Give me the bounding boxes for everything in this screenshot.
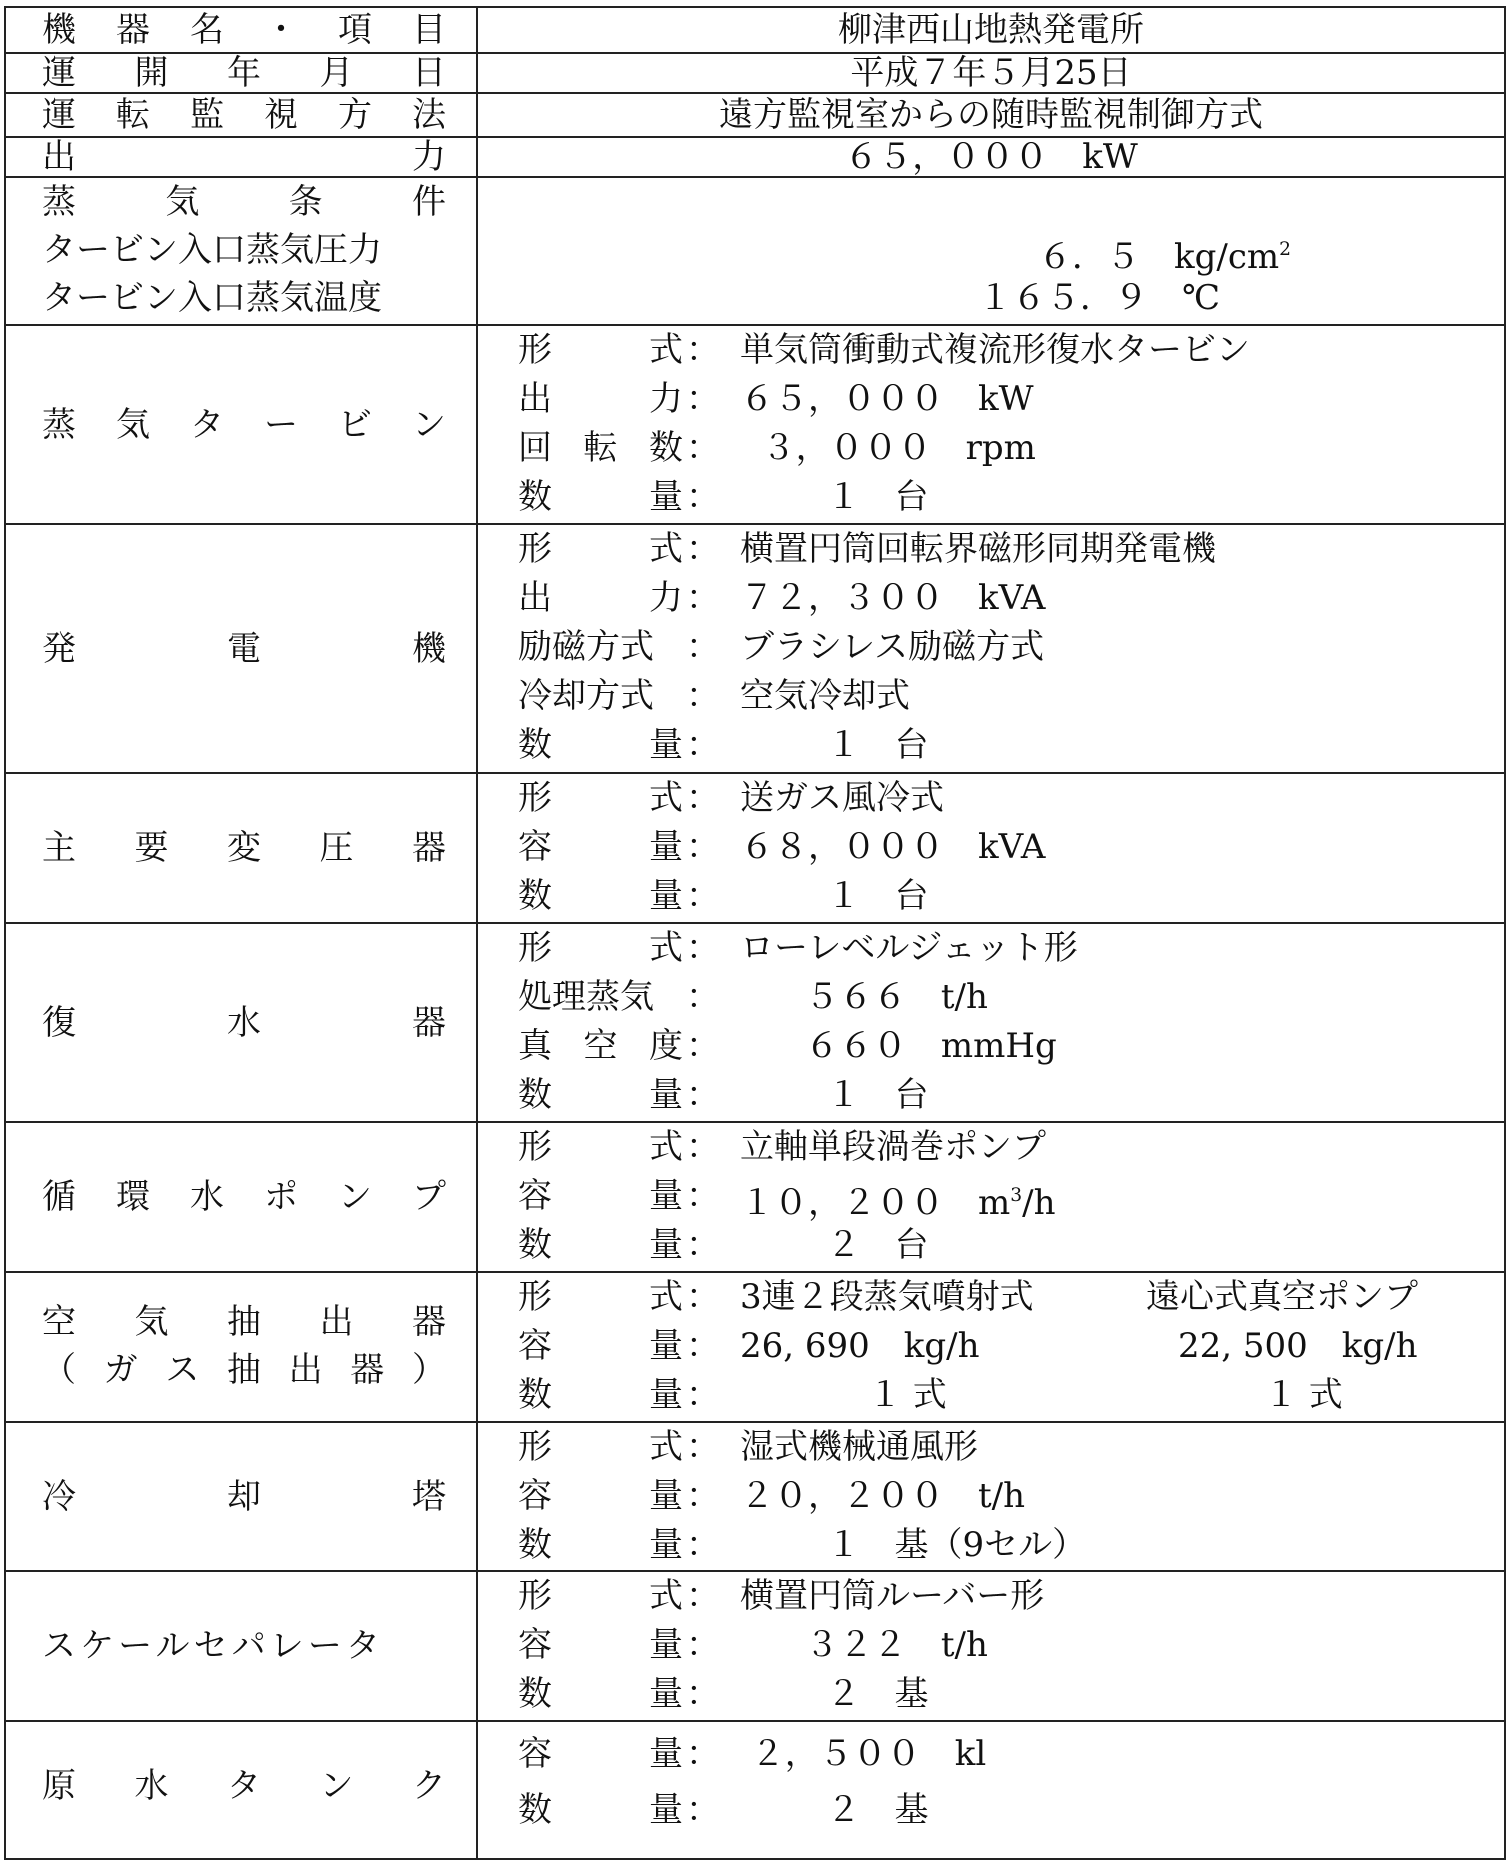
pump-label: 循 環 水 ポ ン プ	[42, 1177, 446, 1217]
label-cell	[6, 54, 478, 92]
extractor-label: 空 気 抽 出 器	[42, 1302, 446, 1342]
row-header	[6, 8, 1504, 54]
label-cell	[6, 525, 478, 772]
pressure-label: タービン入口蒸気圧力	[42, 230, 382, 270]
label-cell	[6, 1572, 478, 1720]
operation-value: 遠方監視室からの随時監視制御方式	[719, 95, 1263, 135]
pressure-value: ６．５ $kg/cm^2$	[1038, 237, 1291, 278]
label-cell	[6, 1423, 478, 1570]
value-cell: 形 式 ： 湿式機械通風形 容 量 ： ２０，２００ t/h 数 量 ： １ 基（9セル）	[518, 1427, 1087, 1565]
condenser-label: 復 水 器	[42, 1003, 446, 1043]
extractor-sublabel: （ ガ ス 抽 出 器 ）	[42, 1350, 446, 1390]
row-separator	[6, 1572, 1504, 1722]
value-cell	[478, 94, 1504, 136]
row-output	[6, 138, 1504, 178]
value-cell: 形 式 ： 立軸単段渦巻ポンプ 容 量 ： １０，２００ $m^3/h$ 数 量 ： ２ 台	[518, 1127, 1056, 1265]
steam-label: 蒸 気 条 件	[42, 182, 446, 222]
row-condenser	[6, 924, 1504, 1123]
turbine-label: 蒸 気 タ ー ビ ン	[42, 405, 446, 445]
label-cell	[6, 1722, 478, 1858]
row-pump	[6, 1123, 1504, 1273]
start-date-label: 運 開 年 月 日	[42, 53, 446, 93]
output-label: 出 力	[42, 137, 446, 177]
value-cell: 形 式 ： 横置円筒回転界磁形同期発電機 出 力 ： ７２，３００ kVA 励磁方式 ： ブラシレス励磁方式 冷却方式 ： 空気冷却式 数 量 ： １ 台	[518, 529, 1216, 765]
row-extractor	[6, 1273, 1504, 1423]
row-cooling-tower	[6, 1423, 1504, 1572]
plant-name: 柳津西山地熱発電所	[838, 10, 1144, 50]
row-tank	[6, 1722, 1504, 1858]
label-cell	[6, 8, 478, 52]
value-cell: 形 式 ： ローレベルジェット形 処理蒸気 ： ５６６ t/h 真 空 度 ： ６６０ mmHg 数 量 ： １ 台	[518, 928, 1078, 1115]
value-cell	[478, 138, 1504, 176]
label-cell	[6, 1273, 478, 1421]
separator-label: スケールセパレータ	[42, 1626, 385, 1666]
extractor-capacity-alt: 22, 500 kg/h	[1178, 1326, 1418, 1366]
tank-label: 原 水 タ ン ク	[42, 1766, 446, 1806]
value-cell: 形 式 ： 横置円筒ルーバー形 容 量 ： ３２２ t/h 数 量 ： ２ 基	[518, 1576, 1045, 1714]
row-generator	[6, 525, 1504, 774]
row-start-date	[6, 54, 1504, 94]
value-cell: 形 式 ： 3連２段蒸気噴射式 遠心式真空ポンプ 容 量 ： 26, 690 kg/h 22, 500 kg/h 数 量 ： １ 式 １ 式	[478, 1273, 1504, 1421]
value-cell	[478, 8, 1504, 52]
value-cell	[478, 54, 1504, 92]
operation-label: 運 転 監 視 方 法	[42, 95, 446, 135]
header-label: 機 器 名 ・ 項 目	[42, 10, 446, 50]
row-operation	[6, 94, 1504, 138]
output-value: ６５，０００ kW	[844, 137, 1138, 177]
generator-label: 発 電 機	[42, 629, 446, 669]
value-cell: 容 量 ： ２，５００ kl 数 量 ： ２ 基	[518, 1734, 987, 1830]
label-cell	[6, 178, 478, 324]
transformer-label: 主 要 変 圧 器	[42, 828, 446, 868]
label-cell	[6, 924, 478, 1121]
value-cell: 形 式 ： 送ガス風冷式 容 量 ： ６８，０００ kVA 数 量 ： １ 台	[518, 778, 1046, 916]
tower-label: 冷 却 塔	[42, 1477, 446, 1517]
extractor-type-alt: 遠心式真空ポンプ	[1146, 1277, 1418, 1317]
label-cell	[6, 1123, 478, 1271]
row-steam	[6, 178, 1504, 326]
row-transformer	[6, 774, 1504, 924]
label-cell	[6, 138, 478, 176]
start-date-value: 平成７年５月25日	[850, 53, 1132, 93]
spec-table	[4, 6, 1506, 1860]
value-cell	[478, 178, 1504, 324]
temperature-value: １６５．９ ℃	[978, 278, 1221, 318]
temperature-label: タービン入口蒸気温度	[42, 278, 382, 318]
label-cell	[6, 774, 478, 922]
row-turbine	[6, 326, 1504, 525]
label-cell	[6, 326, 478, 523]
extractor-qty-alt: １ 式	[1264, 1375, 1343, 1415]
value-cell: 形 式 ： 単気筒衝動式複流形復水タービン 出 力 ： ６５，０００ kW 回 転 数 ： ３，０００ rpm 数 量 ： １ 台	[518, 330, 1250, 517]
label-cell	[6, 94, 478, 136]
